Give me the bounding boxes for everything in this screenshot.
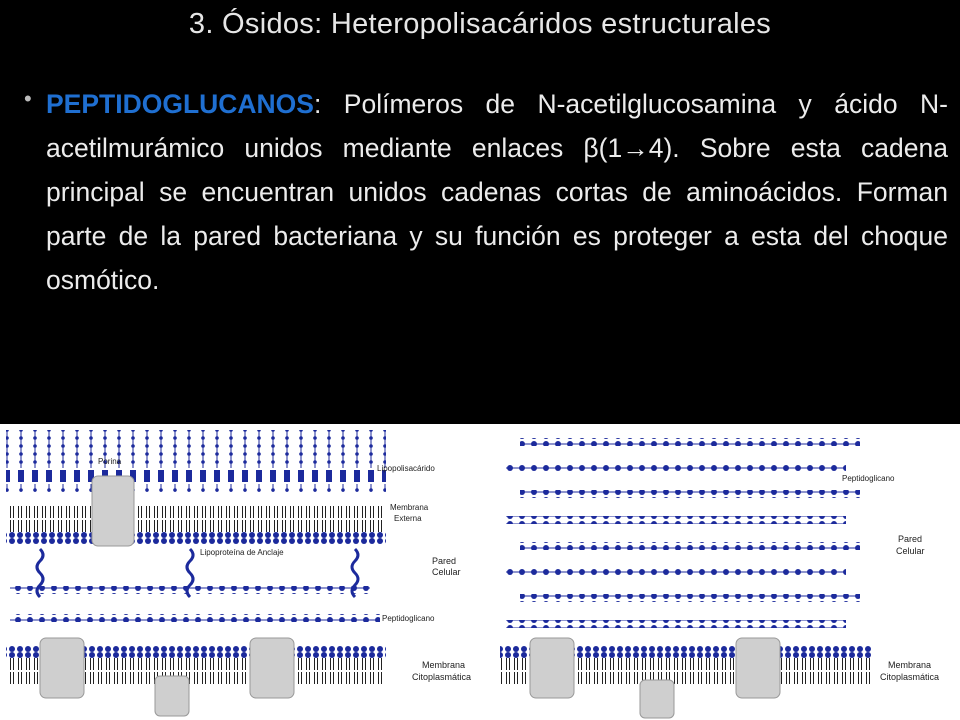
cyto-membrane-label-1: Membrana bbox=[422, 660, 466, 670]
gram-positive-wall bbox=[500, 438, 939, 718]
membrane-protein bbox=[530, 638, 574, 698]
peptidoglycan-chain bbox=[506, 620, 846, 628]
peptidoglycan-chain bbox=[520, 490, 860, 498]
cell-wall-label-right-2: Celular bbox=[896, 546, 925, 556]
gram-negative-wall bbox=[6, 430, 471, 716]
membrane-protein bbox=[250, 638, 294, 698]
cell-wall-label-right-1: Pared bbox=[898, 534, 923, 544]
slide-title: 3. Ósidos: Heteropolisacáridos estructurales bbox=[188, 8, 772, 40]
cell-wall-label-1: Pared bbox=[432, 556, 457, 566]
peptidoglycan-chain bbox=[506, 568, 846, 576]
bullet-icon: • bbox=[24, 86, 32, 111]
membrane-protein bbox=[736, 638, 780, 698]
peptidoglycan-chain bbox=[10, 586, 160, 594]
porin-label: Porina bbox=[98, 457, 122, 466]
peptidoglycan-label-left: Peptidoglicano bbox=[382, 614, 435, 623]
peptidoglycan-label-right: Peptidoglicano bbox=[842, 474, 895, 483]
peptidoglycan-chain bbox=[10, 614, 380, 622]
peptidoglycan-chain bbox=[520, 542, 860, 550]
peptidoglycan-chain bbox=[520, 438, 860, 446]
lps-label: Lipopolisacárido bbox=[377, 464, 435, 473]
bullet-term: PEPTIDOGLUCANOS bbox=[46, 89, 314, 119]
bullet-paragraph bbox=[46, 82, 948, 302]
outer-membrane-label-2: Externa bbox=[394, 514, 422, 523]
membrane-protein bbox=[40, 638, 84, 698]
bullet-point bbox=[24, 82, 948, 302]
peptidoglycan-chain bbox=[150, 586, 370, 594]
bullet-description: : Polímeros de N-acetilglucosamina y ácido N-acetilmurámico unidos mediante enlaces β(1→4). Sobre esta cadena principal se encuentran unidos cadenas cortas de aminoácidos. Forman parte de la pared bacteriana y su función es proteger a esta del choque osmótico. bbox=[46, 89, 948, 295]
peptidoglycan-chain bbox=[520, 594, 860, 602]
cyto-membrane-label-right-1: Membrana bbox=[888, 660, 932, 670]
cyto-membrane-label-2: Citoplasmática bbox=[412, 672, 472, 682]
porin-protein bbox=[92, 476, 134, 546]
cell-wall-figure bbox=[0, 424, 960, 720]
cell-wall-diagram bbox=[0, 424, 960, 720]
cell-wall-label-2: Celular bbox=[432, 567, 461, 577]
peptidoglycan-chain bbox=[506, 516, 846, 524]
peptidoglycan-chain bbox=[506, 464, 846, 472]
membrane-protein bbox=[640, 680, 674, 718]
outer-membrane-label-1: Membrana bbox=[390, 503, 429, 512]
outer-membrane-bilayer bbox=[6, 506, 386, 544]
lipopolysaccharide-layer bbox=[6, 430, 386, 492]
membrane-protein bbox=[155, 676, 189, 716]
lipoprotein-label: Lipoproteína de Anclaje bbox=[200, 548, 284, 557]
cyto-membrane-label-right-2: Citoplasmática bbox=[880, 672, 940, 682]
